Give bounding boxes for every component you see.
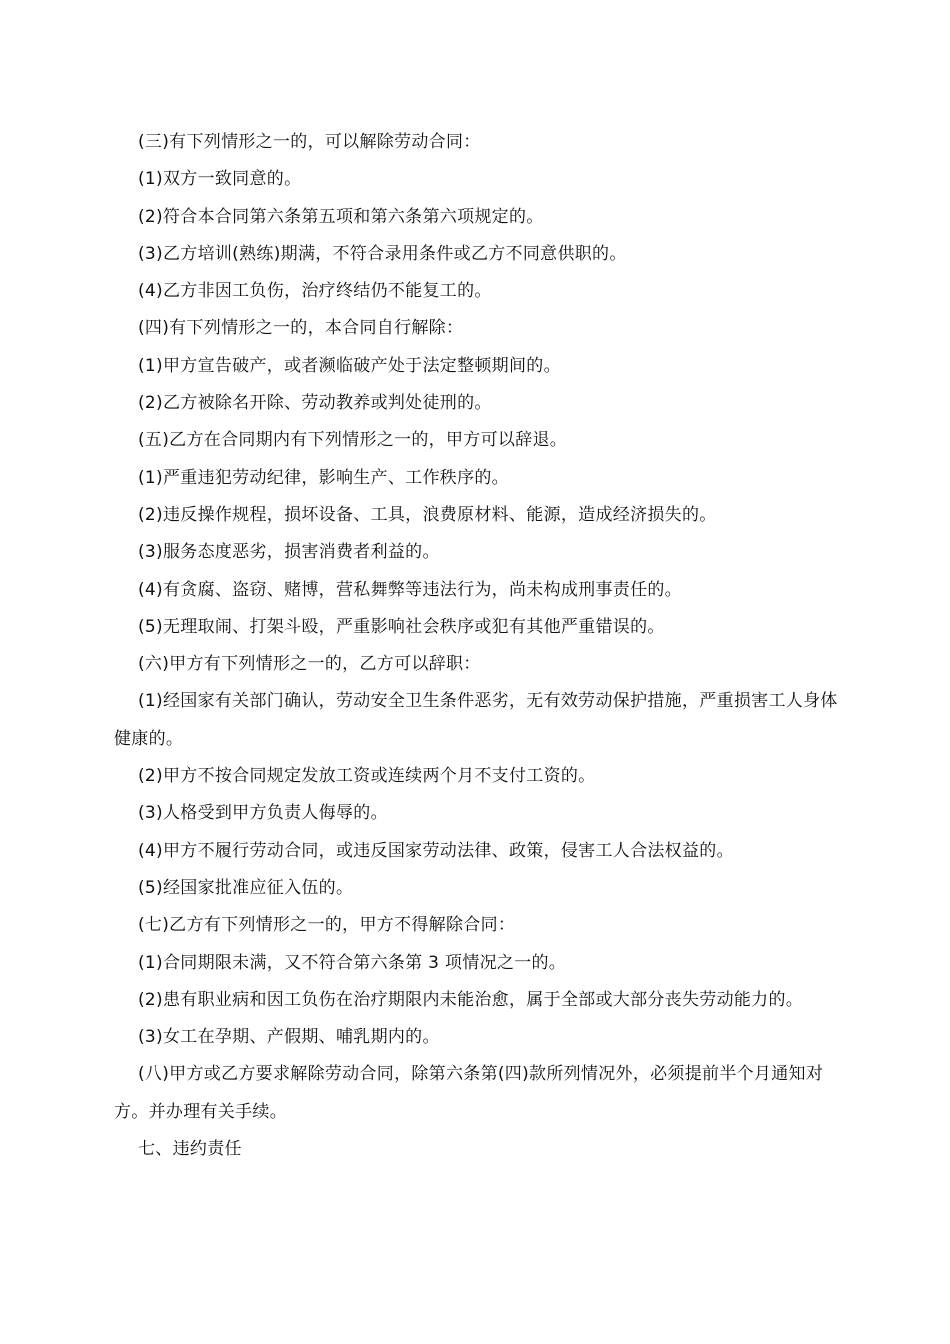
paragraph: (4)有贪腐、盗窃、赌博，营私舞弊等违法行为，尚未构成刑事责任的。 <box>138 579 682 600</box>
paragraph: (4)乙方非因工负伤，治疗终结仍不能复工的。 <box>138 281 492 302</box>
paragraph: (2)乙方被除名开除、劳动教养或判处徒刑的。 <box>138 393 492 414</box>
paragraph: (七)乙方有下列情形之一的，甲方不得解除合同： <box>138 915 516 936</box>
paragraph: (2)患有职业病和因工负伤在治疗期限内未能治愈，属于全部或大部分丧失劳动能力的。 <box>138 989 804 1010</box>
paragraph: (三)有下列情形之一的，可以解除劳动合同： <box>138 132 481 152</box>
paragraph: (4)甲方不履行劳动合同，或违反国家劳动法律、政策，侵害工人合法权益的。 <box>138 840 734 861</box>
paragraph: (1)严重违犯劳动纪律，影响生产、工作秩序的。 <box>138 467 509 488</box>
paragraph: (八)甲方或乙方要求解除劳动合同，除第六条第(四)款所列情况外，必须提前半个月通知对方。并办理有关手续。 <box>114 1064 824 1122</box>
paragraph: (5)经国家批准应征入伍的。 <box>138 877 354 898</box>
paragraph: (3)乙方培训(熟练)期满，不符合录用条件或乙方不同意供职的。 <box>138 243 627 264</box>
paragraph: (3)人格受到甲方负责人侮辱的。 <box>138 803 388 824</box>
paragraph: (3)女工在孕期、产假期、哺乳期内的。 <box>138 1027 440 1048</box>
paragraph: (1)甲方宣告破产，或者濒临破产处于法定整顿期间的。 <box>138 355 561 376</box>
paragraph: (六)甲方有下列情形之一的，乙方可以辞职： <box>138 654 481 675</box>
paragraph: (四)有下列情形之一的，本合同自行解除： <box>138 318 464 339</box>
paragraph: (2)甲方不按合同规定发放工资或连续两个月不支付工资的。 <box>138 766 596 787</box>
paragraph: (五)乙方在合同期内有下列情形之一的，甲方可以辞退。 <box>138 430 568 451</box>
paragraph: (1)双方一致同意的。 <box>138 169 302 190</box>
paragraph: (2)违反操作规程，损坏设备、工具，浪费原材料、能源，造成经济损失的。 <box>138 504 717 525</box>
paragraph: (3)服务态度恶劣，损害消费者利益的。 <box>138 542 440 563</box>
document-body <box>114 124 838 1168</box>
paragraph: (5)无理取闹、打架斗殴，严重影响社会秩序或犯有其他严重错误的。 <box>138 616 665 637</box>
paragraph: (1)经国家有关部门确认，劳动安全卫生条件恶劣，无有效劳动保护措施，严重损害工人身体健康的。 <box>114 691 838 749</box>
paragraph: (2)符合本合同第六条第五项和第六条第六项规定的。 <box>138 206 544 227</box>
paragraph: (1)合同期限未满，又不符合第六条第 3 项情况之一的。 <box>138 952 567 973</box>
section-heading: 七、违约责任 <box>138 1139 242 1160</box>
